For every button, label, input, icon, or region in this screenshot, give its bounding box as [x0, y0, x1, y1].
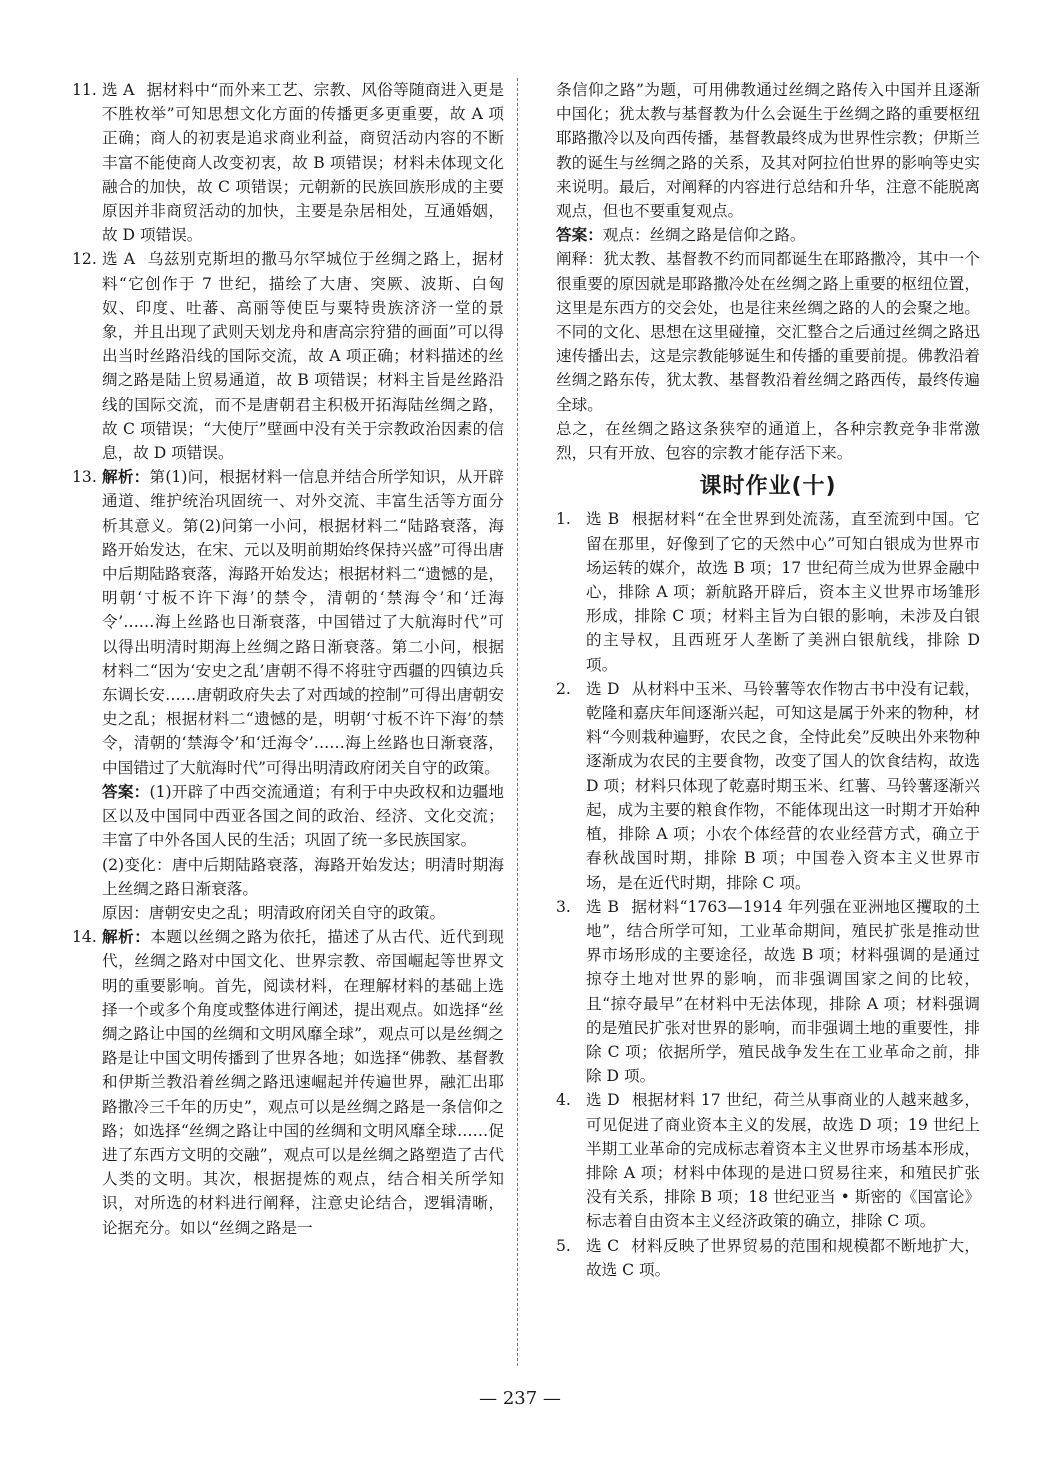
question-number: 1. [556, 510, 571, 529]
analysis-text: 第(1)问，根据材料一信息并结合所学知识，从开辟通道、维护统治巩固统一、对外交流、丰富生活等方面分析其意义。第(2)问第一小问，根据材料二“陆路衰落，海路开始发达，在宋、元以及明前期始终保持兴盛”可得出唐中后期陆路衰落，海路开始发达；根据材料二“遗憾的是，明朝‘寸板不许下海’的禁令，清朝的‘禁海令’和‘迁海令’……海上丝路也日渐衰落，中国错过了大航海时代”可以得出明清时期海上丝绸之路日渐衰落。第二小问，根据材料二“因为‘安史之乱’唐朝不得不将驻守西疆的四镇边兵东调长安……唐朝政府失去了对西域的控制”可得出唐朝安史之乱；根据材料二“遗憾的是，明朝‘寸板不许下海’的禁令，清朝的‘禁海令’和‘迁海令’……海上丝路也日渐衰落，中国错过了大航海时代”可得出明清政府闭关自守的政策。 [102, 468, 504, 777]
column-divider [517, 78, 518, 1366]
answer-choice: 选 A [102, 250, 136, 269]
right-column [556, 78, 980, 1282]
question-14-continued: 条信仰之路”为题，可用佛教通过丝绸之路传入中国并且逐渐中国化；犹太教与基督教为什么会诞生于丝绸之路的重要枢纽耶路撒冷以及向西传播，基督教最终成为世界性宗教；伊斯兰教的诞生与丝绸之路的关系，及其对阿拉伯世界的影响等史实来说明。最后，对阐释的内容进行总结和升华，注意不能脱离观点，但也不要重复观点。 [556, 81, 980, 221]
question-number: 5. [556, 1236, 571, 1255]
question-number: 11. [72, 81, 97, 99]
answer-choice: 选 B [586, 897, 619, 916]
answer-text: 观点：丝绸之路是信仰之路。 [602, 226, 806, 245]
question-14-answer [556, 223, 980, 247]
page-number: — 237 — [479, 1388, 561, 1409]
section-question-3 [556, 895, 980, 1089]
analysis-label: 解析： [102, 467, 150, 487]
explanation-text: 根据材料 17 世纪，荷兰从事商业的人越来越多，可见促进了商业资本主义的发展，故选 D 项；19 世纪上半期工业革命的完成标志着资本主义世界市场基本形成，排除 A 项；材料中体现的是进口贸易往来，和殖民扩张没有关系，排除 B 项；18 世纪亚当 • 斯密的《国富论》标志着自由资本主义经济政策的确立，排除 C 项。 [586, 1091, 980, 1231]
answer-choice: 选 B [586, 510, 620, 529]
section-title: 课时作业(十) [699, 474, 837, 500]
answer-choice: 选 A [102, 81, 135, 99]
answer-label: 答案： [556, 225, 603, 245]
answer-part-2: (2)变化：唐中后期陆路衰落，海路开始发达；明清时期海上丝绸之路日渐衰落。 [102, 855, 504, 898]
question-14 [72, 925, 504, 1240]
section-question-2 [556, 677, 980, 895]
question-11 [72, 78, 504, 247]
explanation-text: 材料反映了世界贸易的范围和规模都不断地扩大，故选 C 项。 [586, 1236, 980, 1279]
question-number: 13. [72, 468, 97, 487]
explanation-text: 根据材料“在全世界到处流荡，直至流到中国。它留在那里，好像到了它的天然中心”可知白银成为世界市场运转的媒介，故选 B 项；17 世纪荷兰成为世界金融中心，排除 A 项；新航路开辟后，资本主义世界市场雏形形成，排除 C 项；材料主旨为白银的影响，未涉及白银的主导权，且西班牙人垄断了美洲白银航线，排除 D 项。 [586, 510, 980, 674]
question-number: 14. [72, 928, 97, 947]
section-question-4 [556, 1088, 980, 1233]
explanation-text: 据材料“1763—1914 年列强在亚洲地区攫取的土地”，结合所学可知，工业革命期间，殖民扩张是推动世界市场形成的主要途径，故选 B 项；材料强调的是通过掠夺土地对世界的影响，而非强调国家之间的比较，且“掠夺最早”在材料中无法体现，排除 A 项；材料强调的是殖民扩张对世界的影响，而非强调土地的重要性，排除 C 项；依据所学，殖民战争发生在工业革命之前，排除 D 项。 [586, 897, 980, 1086]
section-question-1 [556, 507, 980, 676]
question-12 [72, 247, 504, 465]
answer-choice: 选 C [586, 1236, 620, 1255]
analysis-text: 本题以丝绸之路为依托，描述了从古代、近代到现代，丝绸之路对中国文化、世界宗教、帝国崛起等世界文明的重要影响。首先，阅读材料，在理解材料的基础上选择一个或多个角度或整体进行阐述，提出观点。如选择“丝绸之路让中国的丝绸和文明风靡全球”，观点可以是丝绸之路是让中国文明传播到了世界各地；如选择“佛教、基督教和伊斯兰教沿着丝绸之路迅速崛起并传遍世界，融汇出耶路撒冷三千年的历史”，观点可以是丝绸之路是一条信仰之路；如选择“丝绸之路让中国的丝绸和文明风靡全球……促进了东西方文明的交融”，观点可以是丝绸之路塑造了古代人类的文明。其次，根据提炼的观点，结合相关所学知识，对所选的材料进行阐释，注意史论结合，逻辑清晰，论据充分。如以“丝绸之路是一 [102, 928, 504, 1237]
question-number: 12. [72, 250, 97, 269]
answer-choice: 选 D [586, 679, 620, 698]
question-number: 4. [556, 1091, 571, 1110]
question-number: 2. [556, 679, 571, 698]
answer-text: (1)开辟了中西交流通道；有利于中央政权和边疆地区以及中国同中西亚各国之间的政治、经济、文化交流；丰富了中外各国人民的生活；巩固了统一多民族国家。 [102, 782, 504, 850]
section-question-5 [556, 1234, 980, 1282]
question-14-elaboration: 阐释：犹太教、基督教不约而同都诞生在耶路撒冷，其中一个很重要的原因就是耶路撒冷处在丝绸之路上重要的枢纽位置，这里是东西方的交会处，也是往来丝绸之路的人的会聚之地。不同的文化、思想在这里碰撞，交汇整合之后通过丝绸之路迅速传播出去，这是宗教能够诞生和传播的重要前提。佛教沿着丝绸之路东传，犹太教、基督教沿着丝绸之路西传，最终传遍全球。 [556, 250, 980, 414]
answer-part-1 [102, 780, 504, 853]
left-column [72, 78, 504, 1240]
answer-part-3: 原因：唐朝安史之乱；明清政府闭关自守的政策。 [102, 903, 446, 922]
question-number: 3. [556, 897, 571, 916]
explanation-text: 据材料中“而外来工艺、宗教、风俗等随商进入更是不胜枚举”可知思想文化方面的传播更多更重要，故 A 项正确；商人的初衷是追求商业利益，商贸活动内容的不断丰富不能使商人改变初衷，故 B 项错误；材料未体现文化融合的加快，故 C 项错误；元朝新的民族回族形成的主要原因并非商贸活动的加快，主要是杂居相处，互通婚姻，故 D 项错误。 [102, 81, 504, 245]
question-13 [72, 465, 504, 925]
explanation-text: 从材料中玉米、马铃薯等农作物古书中没有记载，乾隆和嘉庆年间逐渐兴起，可知这是属于外来的物种，材料“今则栽种遍野，农民之食，全恃此矣”反映出外来物种逐渐成为农民的主要食物，改变了国人的饮食结构，故选 D 项；材料只体现了乾嘉时期玉米、红薯、马铃薯逐渐兴起，成为主要的粮食作物，不能体现出这一时期才开始种植，排除 A 项；小农个体经营的农业经营方式，确立于春秋战国时期，排除 B 项；中国卷入资本主义世界市场，是在近代时期，排除 C 项。 [586, 679, 980, 892]
analysis-label: 解析： [102, 927, 151, 947]
answer-choice: 选 D [586, 1091, 620, 1110]
explanation-text: 乌兹别克斯坦的撒马尔罕城位于丝绸之路上，据材料“它创作于 7 世纪，描绘了大唐、突厥、波斯、白匈奴、印度、吐蕃、高丽等使臣与粟特贵族济济一堂的景象，并且出现了武则天划龙舟和唐高宗狩猎的画面”可以得出当时丝路沿线的国际交流，故 A 项正确；材料描述的丝绸之路是陆上贸易通道，故 B 项错误；材料主旨是丝路沿线的国际交流，而不是唐朝君主积极开拓海陆丝绸之路，故 C 项错误；“大使厅”壁画中没有关于宗教政治因素的信息，故 D 项错误。 [102, 250, 504, 463]
answer-label: 答案： [102, 781, 150, 801]
question-14-summary: 总之，在丝绸之路这条狭窄的通道上，各种宗教竞争非常激烈，只有开放、包容的宗教才能存活下来。 [556, 419, 980, 463]
